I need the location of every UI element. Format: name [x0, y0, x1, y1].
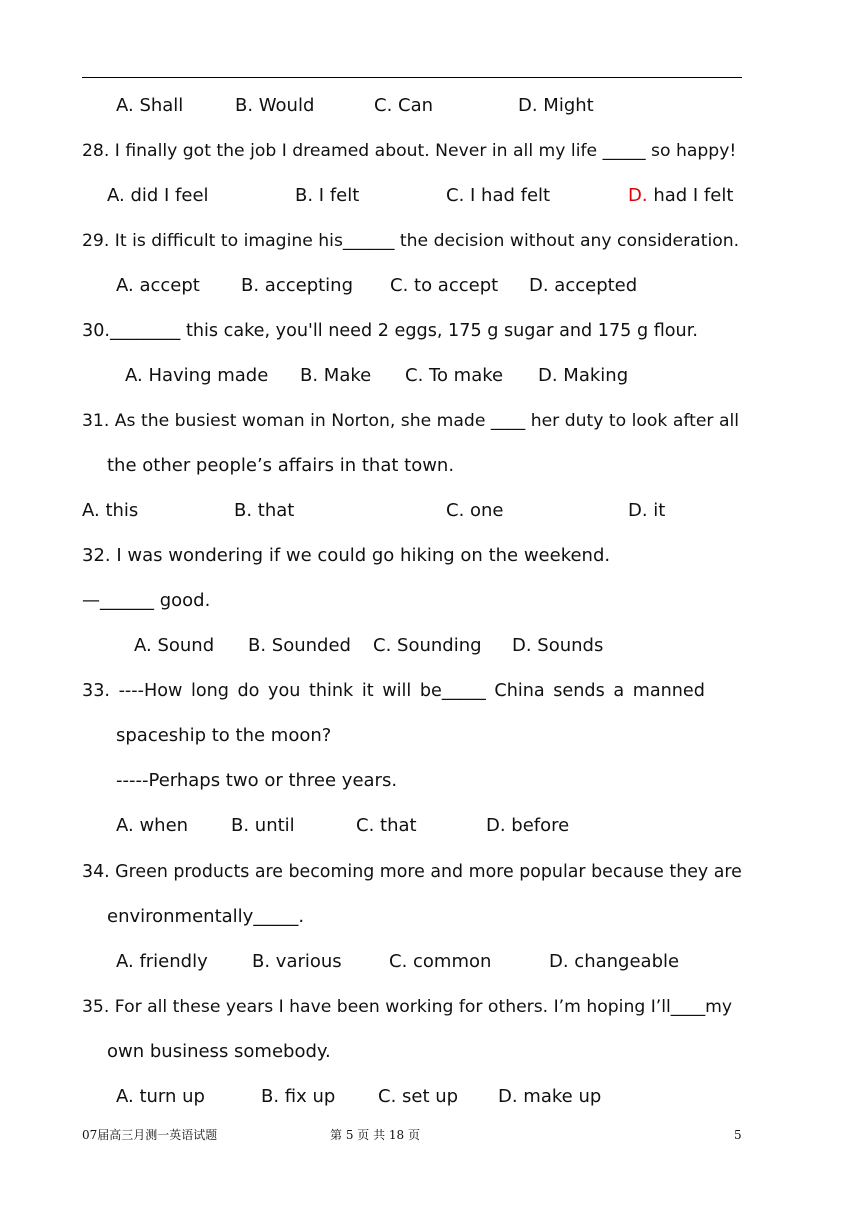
q30-option-d: D. Making [538, 365, 629, 386]
q35-option-c: C. set up [378, 1086, 459, 1107]
q34-stem-continued: environmentally_____. [107, 906, 305, 927]
q29-option-c: C. to accept [390, 275, 499, 296]
q33-option-b: B. until [231, 815, 295, 836]
q27-option-c: C. Can [374, 95, 434, 116]
q29-option-d: D. accepted [529, 275, 638, 296]
q35-option-d: D. make up [498, 1086, 602, 1107]
q28-option-d [628, 184, 733, 208]
q33-response: -----Perhaps two or three years. [116, 770, 398, 791]
q28-option-b: B. I felt [295, 185, 360, 206]
q33-option-a: A. when [116, 815, 189, 836]
q32-option-a: A. Sound [134, 635, 215, 656]
q34-option-b: B. various [252, 951, 342, 972]
q28-stem: 28. I finally got the job I dreamed about. Never in all my life _____ so happy! [82, 141, 737, 161]
q30-option-c: C. To make [405, 365, 504, 386]
q32-option-b: B. Sounded [248, 635, 351, 656]
q34-option-d: D. changeable [549, 951, 680, 972]
q31-option-c: C. one [446, 500, 504, 521]
q33-option-d: D. before [486, 815, 570, 836]
q31-stem-continued: the other people’s affairs in that town. [107, 455, 455, 476]
q29-option-a: A. accept [116, 275, 200, 296]
q32-option-c: C. Sounding [373, 635, 482, 656]
q28-answer-marker: D. [628, 185, 648, 206]
footer-page-number: 5 [734, 1128, 742, 1142]
q32-stem: 32. I was wondering if we could go hiking on the weekend. [82, 545, 611, 566]
q27-option-a: A. Shall [116, 95, 184, 116]
q35-stem-continued: own business somebody. [107, 1041, 331, 1062]
q28-option-c: C. I had felt [446, 185, 551, 206]
q32-option-d: D. Sounds [512, 635, 604, 656]
q29-stem: 29. It is difficult to imagine his______ the decision without any consideration. [82, 231, 740, 251]
q28-option-d-text: had I felt [647, 185, 734, 206]
q31-option-d: D. it [628, 500, 666, 521]
q32-response: —______ good. [82, 590, 211, 611]
q30-option-a: A. Having made [125, 365, 269, 386]
q30-option-b: B. Make [300, 365, 372, 386]
q27-option-b: B. Would [235, 95, 315, 116]
q33-stem-continued: spaceship to the moon? [116, 725, 332, 746]
q31-option-a: A. this [82, 500, 139, 521]
q35-option-b: B. fix up [261, 1086, 336, 1107]
q31-stem: 31. As the busiest woman in Norton, she made ____ her duty to look after all [82, 411, 740, 431]
q29-option-b: B. accepting [241, 275, 354, 296]
q34-option-c: C. common [389, 951, 492, 972]
q34-option-a: A. friendly [116, 951, 208, 972]
q31-option-b: B. that [234, 500, 295, 521]
q35-stem: 35. For all these years I have been working for others. I’m hoping I’ll____my [82, 997, 733, 1017]
header-rule [82, 77, 742, 78]
q33-stem: 33. ----How long do you think it will be_____ China sends a manned [82, 681, 705, 701]
q33-option-c: C. that [356, 815, 417, 836]
footer-exam-title: 07届高三月测一英语试题 [82, 1128, 218, 1142]
q35-option-a: A. turn up [116, 1086, 205, 1107]
q34-stem: 34. Green products are becoming more and more popular because they are [82, 862, 742, 882]
q27-option-d: D. Might [518, 95, 594, 116]
q30-stem: 30.________ this cake, you'll need 2 eggs, 175 g sugar and 175 g flour. [82, 321, 698, 341]
q28-option-a: A. did I feel [107, 185, 209, 206]
footer-page-info: 第 5 页 共 18 页 [330, 1128, 420, 1142]
